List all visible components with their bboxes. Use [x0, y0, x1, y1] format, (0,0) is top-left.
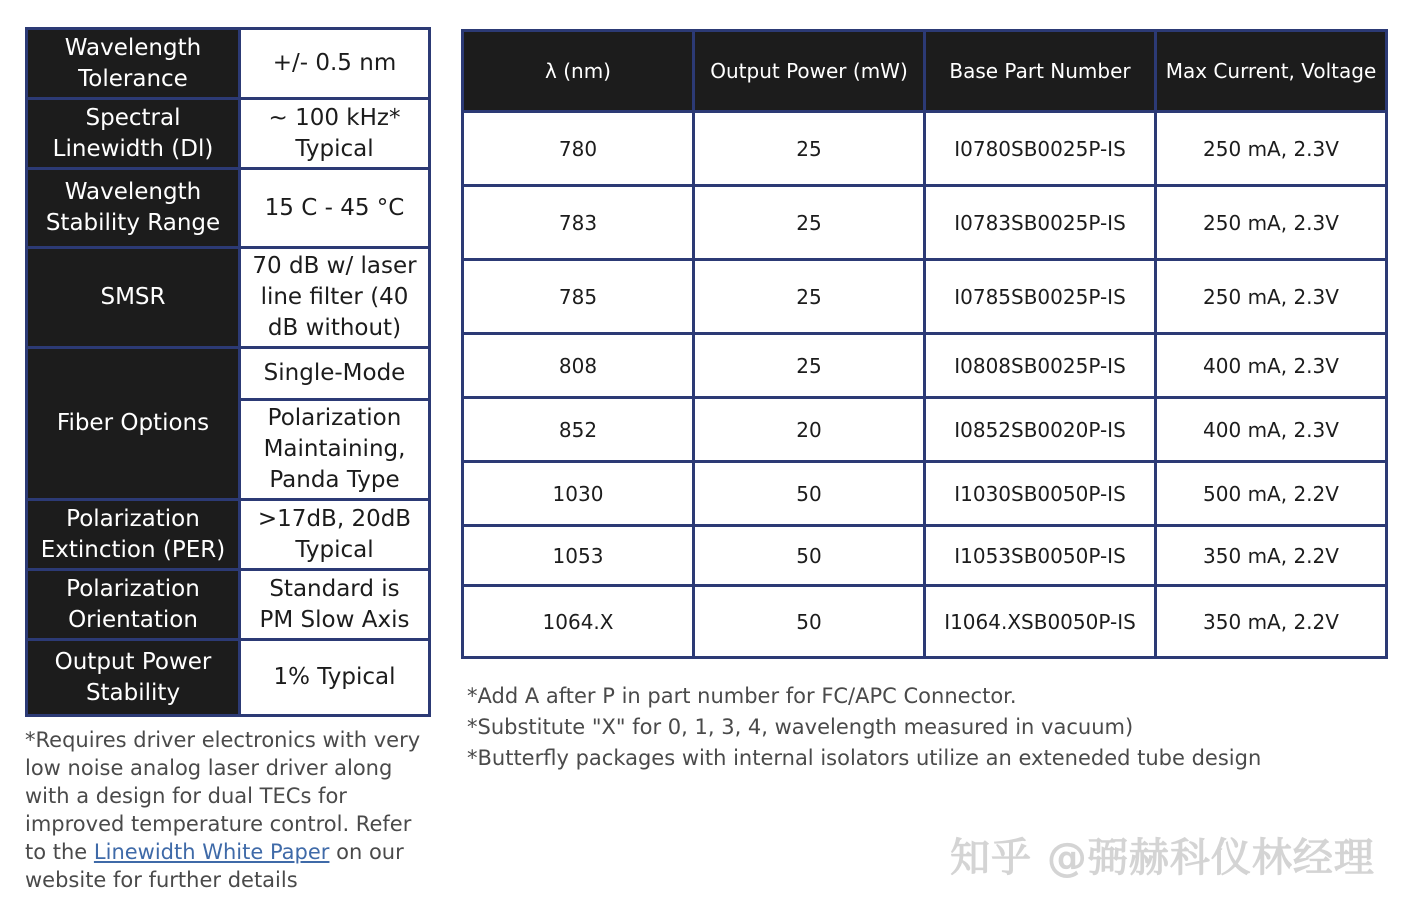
table-row	[463, 586, 1387, 658]
table-row	[463, 112, 1387, 186]
table-row	[463, 462, 1387, 526]
spec-value: Standard is PM Slow Axis	[240, 570, 430, 640]
spec-value: 15 C - 45 °C	[240, 169, 430, 248]
table-row	[463, 260, 1387, 334]
table-cell: I0783SB0025P-IS	[925, 186, 1156, 260]
table-cell: I0852SB0020P-IS	[925, 398, 1156, 462]
spec-value: >17dB, 20dB Typical	[240, 500, 430, 570]
spec-label: Wavelength Tolerance	[27, 29, 240, 99]
table-cell: 50	[694, 526, 925, 586]
linewidth-white-paper-link[interactable]: Linewidth White Paper	[93, 840, 330, 864]
note-line: *Add A after P in part number for FC/APC Connector.	[467, 684, 1017, 708]
spec-value: +/- 0.5 nm	[240, 29, 430, 99]
footnote-text: *Requires driver electronics with very low noise analog laser driver along with a design for dual TECs for improved temperature control. Refer to the	[25, 728, 421, 864]
table-cell: 1030	[463, 462, 694, 526]
ordering-notes	[467, 681, 1261, 774]
table-cell: 20	[694, 398, 925, 462]
spec-label: SMSR	[27, 248, 240, 348]
spec-value: Single-Mode	[240, 348, 430, 400]
spec-label: Spectral Linewidth (Dl)	[27, 99, 240, 169]
table-cell: 25	[694, 334, 925, 398]
table-cell: I0785SB0025P-IS	[925, 260, 1156, 334]
table-cell: 350 mA, 2.2V	[1156, 586, 1387, 658]
table-cell: 780	[463, 112, 694, 186]
table-row	[463, 526, 1387, 586]
table-cell: I1053SB0050P-IS	[925, 526, 1156, 586]
column-header-part-number: Base Part Number	[925, 31, 1156, 112]
table-cell: 1064.X	[463, 586, 694, 658]
driver-footnote	[25, 726, 435, 894]
column-header-max-current: Max Current, Voltage	[1156, 31, 1387, 112]
table-cell: 50	[694, 586, 925, 658]
table-cell: 808	[463, 334, 694, 398]
spec-label: Polarization Orientation	[27, 570, 240, 640]
table-cell: 500 mA, 2.2V	[1156, 462, 1387, 526]
table-cell: I1030SB0050P-IS	[925, 462, 1156, 526]
table-cell: 250 mA, 2.3V	[1156, 260, 1387, 334]
table-cell: I1064.XSB0050P-IS	[925, 586, 1156, 658]
table-cell: 25	[694, 112, 925, 186]
spec-label: Output Power Stability	[27, 640, 240, 716]
table-cell: 25	[694, 260, 925, 334]
spec-label: Polarization Extinction (PER)	[27, 500, 240, 570]
table-cell: I0780SB0025P-IS	[925, 112, 1156, 186]
spec-value: ~ 100 kHz* Typical	[240, 99, 430, 169]
table-cell: 250 mA, 2.3V	[1156, 186, 1387, 260]
table-cell: I0808SB0025P-IS	[925, 334, 1156, 398]
table-row	[463, 398, 1387, 462]
spec-value: 70 dB w/ laser line filter (40 dB without)	[240, 248, 430, 348]
spec-value: Polarization Maintaining, Panda Type	[240, 400, 430, 500]
table-cell: 785	[463, 260, 694, 334]
table-cell: 25	[694, 186, 925, 260]
table-cell: 1053	[463, 526, 694, 586]
note-line: *Butterfly packages with internal isolators utilize an exteneded tube design	[467, 746, 1262, 770]
footnote-text: on our website for further details	[25, 840, 404, 892]
table-cell: 783	[463, 186, 694, 260]
specifications-table	[25, 27, 431, 717]
column-header-output-power: Output Power (mW)	[694, 31, 925, 112]
table-row	[463, 186, 1387, 260]
spec-value: 1% Typical	[240, 640, 430, 716]
table-row	[463, 334, 1387, 398]
table-cell: 250 mA, 2.3V	[1156, 112, 1387, 186]
spec-label: Wavelength Stability Range	[27, 169, 240, 248]
watermark: 知乎 @弼赫科仪林经理	[950, 835, 1375, 881]
table-cell: 852	[463, 398, 694, 462]
spec-label: Fiber Options	[27, 348, 240, 500]
product-table	[461, 29, 1388, 659]
column-header-wavelength: λ (nm)	[463, 31, 694, 112]
table-cell: 400 mA, 2.3V	[1156, 334, 1387, 398]
note-line: *Substitute "X" for 0, 1, 3, 4, wavelength measured in vacuum)	[467, 715, 1134, 739]
table-cell: 50	[694, 462, 925, 526]
table-cell: 400 mA, 2.3V	[1156, 398, 1387, 462]
table-cell: 350 mA, 2.2V	[1156, 526, 1387, 586]
